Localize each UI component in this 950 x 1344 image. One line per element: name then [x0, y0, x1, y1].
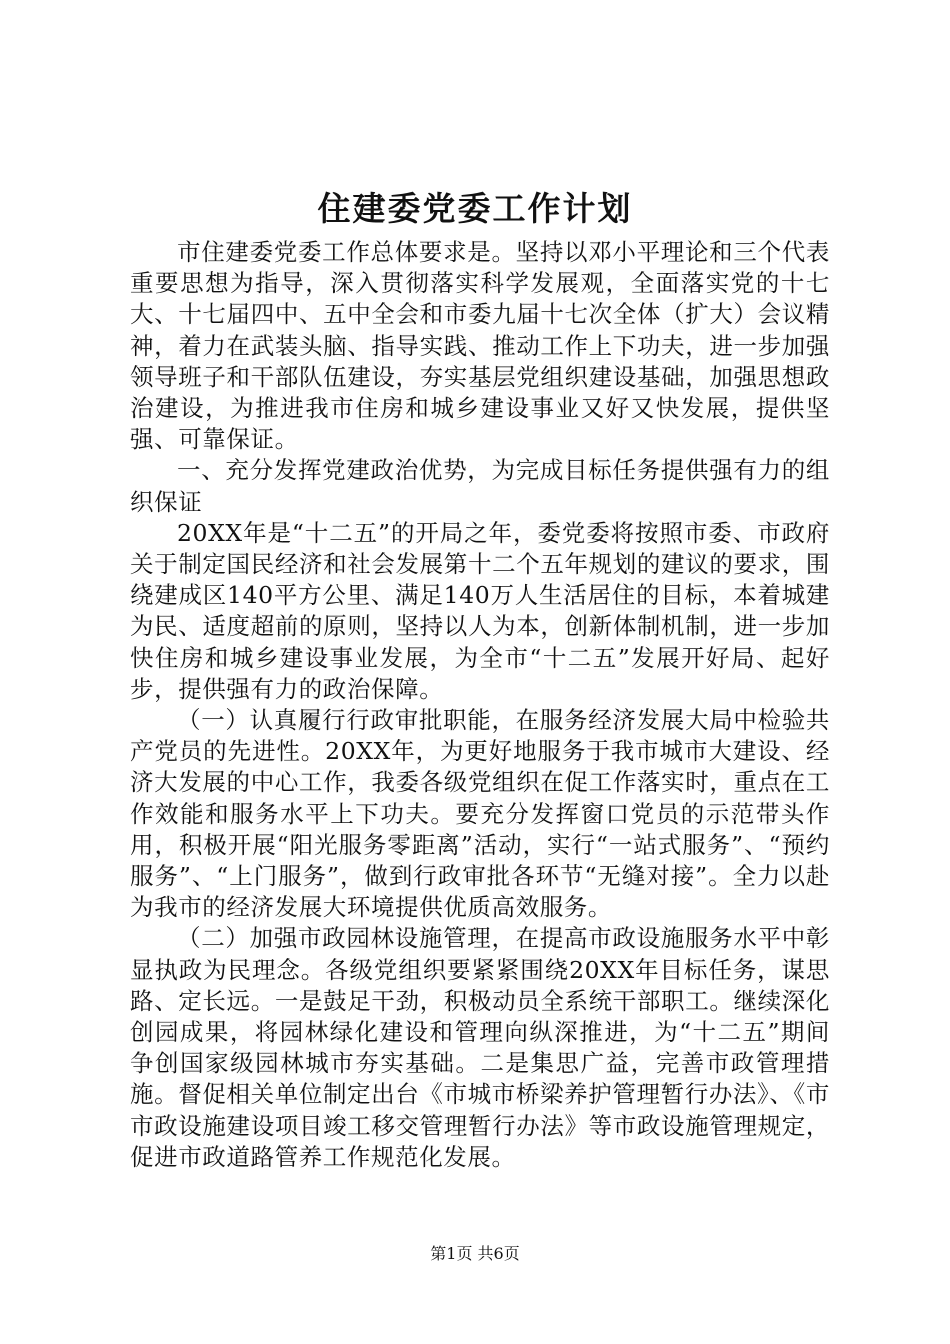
section-heading-1: 一、充分发挥党建政治优势，为完成目标任务提供强有力的组织保证 [130, 456, 830, 516]
paragraph-4: （二）加强市政园林设施管理，在提高市政设施服务水平中彰显执政为民理念。各级党组织要紧紧围绕20XX年目标任务，谋思路、定长远。一是鼓足干劲，积极动员全系统干部职工。继续深化创园成果，将园林绿化建设和管理向纵深推进，为“十二五”期间争创国家级园林城市夯实基础。二是集思广益，完善市政管理措施。督促相关单位制定出台《市城市桥梁养护管理暂行办法》、《市市政设施建设项目竣工移交管理暂行办法》等市政设施管理规定，促进市政道路管养工作规范化发展。 [130, 924, 830, 1171]
paragraph-3: （一）认真履行行政审批职能，在服务经济发展大局中检验共产党员的先进性。20XX年，为更好地服务于我市城市大建设、经济大发展的中心工作，我委各级党组织在促工作落实时，重点在工作效能和服务水平上下功夫。要充分发挥窗口党员的示范带头作用，积极开展“阳光服务零距离”活动，实行“一站式服务”、“预约服务”、“上门服务”，做到行政审批各环节“无缝对接”。全力以赴为我市的经济发展大环境提供优质高效服务。 [130, 706, 830, 922]
paragraph-intro: 市住建委党委工作总体要求是。坚持以邓小平理论和三个代表重要思想为指导，深入贯彻落实科学发展观，全面落实党的十七大、十七届四中、五中全会和市委九届十七次全体（扩大）会议精神，着力在武装头脑、指导实践、推动工作上下功夫，进一步加强领导班子和干部队伍建设，夯实基层党组织建设基础，加强思想政治建设，为推进我市住房和城乡建设事业又好又快发展，提供坚强、可靠保证。 [130, 238, 830, 454]
paragraph-2: 20XX年是“十二五”的开局之年，委党委将按照市委、市政府关于制定国民经济和社会发展第十二个五年规划的建议的要求，围绕建成区140平方公里、满足140万人生活居住的目标，本着城建为民、适度超前的原则，坚持以人为本，创新体制机制，进一步加快住房和城乡建设事业发展，为全市“十二五”发展开好局、起好步，提供强有力的政治保障。 [130, 518, 830, 703]
document-title: 住建委党委工作计划 [317, 189, 633, 228]
page-footer: 第1页 共6页 [430, 1244, 520, 1263]
document-body [130, 237, 830, 1173]
